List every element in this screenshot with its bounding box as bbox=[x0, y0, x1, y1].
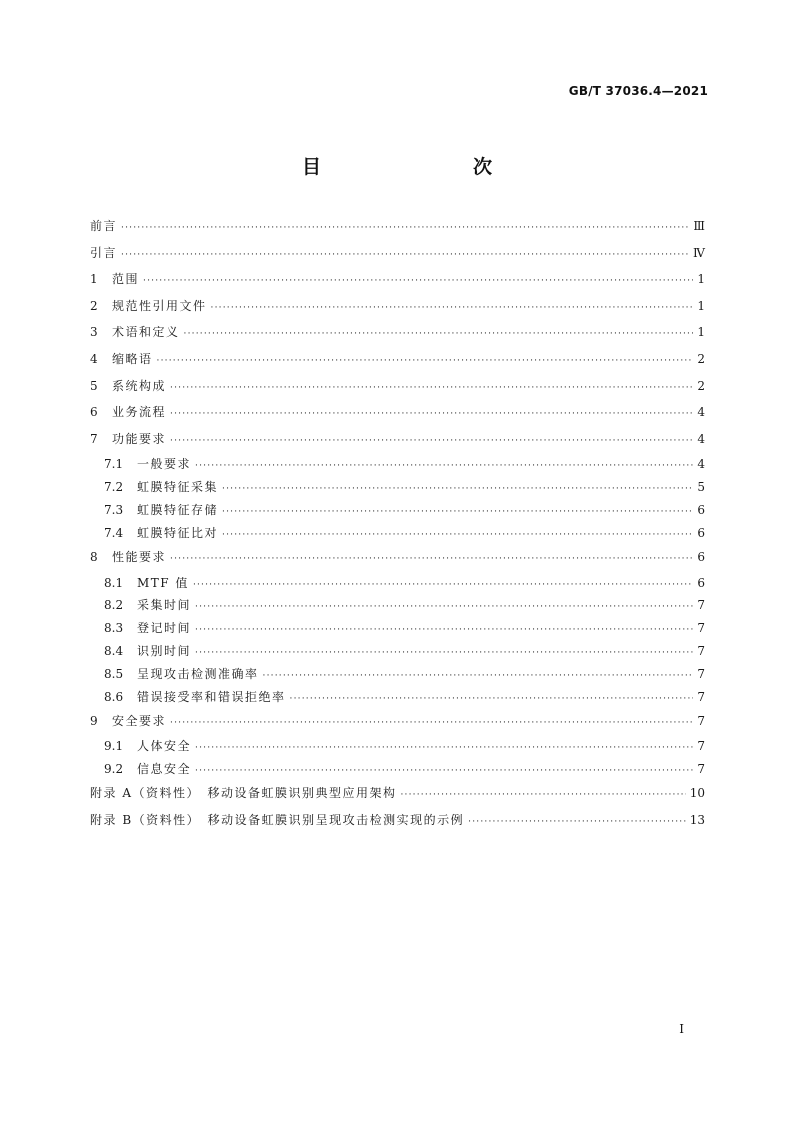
toc-entry-label: 引言 bbox=[90, 245, 118, 260]
toc-entry[interactable] bbox=[90, 574, 705, 595]
toc-leader-dots bbox=[170, 431, 693, 451]
toc-entry-label: 缩略语 bbox=[112, 351, 153, 366]
toc-entry[interactable] bbox=[90, 455, 705, 476]
toc-leader-dots bbox=[195, 739, 693, 758]
toc-leader-dots bbox=[211, 298, 693, 318]
toc-entry-page: 7 bbox=[697, 621, 705, 636]
toc-entry-number: 8.4 bbox=[104, 644, 124, 659]
page-title: 目 次 bbox=[301, 156, 530, 178]
toc-entry-number: 7 bbox=[90, 431, 98, 446]
toc-entry-page: 1 bbox=[697, 298, 705, 313]
toc-entry-number: 6 bbox=[90, 405, 98, 420]
toc-entry[interactable] bbox=[90, 243, 705, 265]
toc-leader-dots bbox=[157, 351, 693, 371]
toc-entry-label: 虹膜特征存储 bbox=[137, 503, 219, 518]
toc-leader-dots bbox=[121, 245, 689, 265]
toc-entry-page: 7 bbox=[697, 689, 705, 704]
toc-entry[interactable] bbox=[90, 349, 705, 371]
toc-entry-page: 6 bbox=[697, 503, 705, 518]
toc-entry-number: 5 bbox=[90, 378, 98, 393]
toc-entry[interactable] bbox=[90, 665, 705, 686]
toc-entry-number: 9.1 bbox=[104, 739, 124, 754]
toc-entry[interactable] bbox=[90, 810, 705, 832]
toc-entry[interactable] bbox=[90, 760, 705, 781]
toc-entry-label: 功能要求 bbox=[112, 431, 167, 446]
toc-leader-dots bbox=[170, 378, 693, 398]
toc-entry-page: 1 bbox=[697, 325, 705, 340]
toc-entry-page: 5 bbox=[697, 480, 705, 495]
toc-leader-dots bbox=[222, 503, 693, 522]
toc-entry-page: 4 bbox=[697, 431, 705, 446]
toc-entry-page: Ⅲ bbox=[693, 219, 705, 233]
toc-entry-number: 7.1 bbox=[104, 457, 124, 472]
toc-entry-label: 安全要求 bbox=[112, 713, 167, 728]
toc-entry-label: 业务流程 bbox=[112, 405, 167, 420]
toc-entry[interactable] bbox=[90, 619, 705, 640]
toc-leader-dots bbox=[193, 576, 693, 595]
toc-entry-page: 4 bbox=[697, 457, 705, 472]
toc-entry-number: 9.2 bbox=[104, 762, 124, 777]
toc-entry[interactable] bbox=[90, 642, 705, 663]
toc-entry-label: 错误接受率和错误拒绝率 bbox=[137, 689, 286, 704]
toc-entry-page: 2 bbox=[697, 378, 705, 393]
toc-entry-page: 7 bbox=[697, 667, 705, 682]
toc-entry[interactable] bbox=[90, 711, 705, 733]
toc-entry-label: 附录 B（资料性） 移动设备虹膜识别呈现攻击检测实现的示例 bbox=[90, 812, 465, 827]
toc-entry[interactable] bbox=[90, 596, 705, 617]
toc-leader-dots bbox=[195, 644, 693, 663]
toc-entry-page: 7 bbox=[697, 598, 705, 613]
toc-entry[interactable] bbox=[90, 501, 705, 522]
toc-entry[interactable] bbox=[90, 429, 705, 451]
toc-leader-dots bbox=[222, 526, 693, 545]
toc-entry-label: 一般要求 bbox=[137, 457, 192, 472]
toc-entry-page: 7 bbox=[697, 644, 705, 659]
toc-entry-number: 2 bbox=[90, 298, 98, 313]
toc-entry[interactable] bbox=[90, 376, 705, 398]
toc-entry-label: 性能要求 bbox=[112, 549, 167, 564]
toc-entry-page: 7 bbox=[697, 713, 705, 728]
toc-leader-dots bbox=[400, 785, 685, 805]
toc-leader-dots bbox=[195, 457, 693, 476]
toc-entry-label: 采集时间 bbox=[137, 598, 192, 613]
toc-entry-label: 系统构成 bbox=[112, 378, 167, 393]
toc-entry-label: 识别时间 bbox=[137, 644, 192, 659]
toc-leader-dots bbox=[143, 271, 693, 291]
toc-entry-label: 呈现攻击检测准确率 bbox=[137, 667, 259, 682]
toc-entry[interactable] bbox=[90, 688, 705, 709]
toc-entry-page: Ⅳ bbox=[693, 245, 705, 260]
toc-entry-number: 4 bbox=[90, 351, 98, 366]
toc-entry-page: 7 bbox=[697, 762, 705, 777]
toc-leader-dots bbox=[290, 690, 693, 709]
toc-entry-page: 6 bbox=[697, 549, 705, 564]
toc-entry[interactable] bbox=[90, 737, 705, 758]
toc-entry-label: 人体安全 bbox=[137, 739, 192, 754]
toc-entry-page: 13 bbox=[689, 812, 705, 827]
toc-entry-number: 8.5 bbox=[104, 667, 124, 682]
toc-entry[interactable] bbox=[90, 547, 705, 569]
toc-entry-label: 登记时间 bbox=[137, 621, 192, 636]
toc-entry-page: 2 bbox=[697, 351, 705, 366]
toc-entry-number: 8.6 bbox=[104, 689, 124, 704]
toc-entry-number: 9 bbox=[90, 713, 98, 728]
toc-entry[interactable] bbox=[90, 322, 705, 344]
toc-leader-dots bbox=[170, 549, 693, 569]
toc-leader-dots bbox=[195, 762, 693, 781]
toc-entry[interactable] bbox=[90, 524, 705, 545]
toc-entry-label: 范围 bbox=[112, 272, 140, 287]
toc-entry[interactable] bbox=[90, 402, 705, 424]
toc-entry-number: 7.3 bbox=[104, 503, 124, 518]
toc-entry-page: 10 bbox=[689, 786, 705, 801]
standard-number: GB/T 37036.4—2021 bbox=[568, 84, 708, 98]
toc-entry[interactable] bbox=[90, 478, 705, 499]
toc-entry-number: 8.2 bbox=[104, 598, 124, 613]
toc-leader-dots bbox=[263, 667, 693, 686]
toc-entry-label: MTF 值 bbox=[137, 575, 189, 590]
toc-entry[interactable] bbox=[90, 783, 705, 805]
toc-entry-label: 附录 A（资料性） 移动设备虹膜识别典型应用架构 bbox=[90, 786, 397, 801]
table-of-contents bbox=[90, 216, 705, 836]
toc-leader-dots bbox=[170, 404, 693, 424]
toc-entry-number: 8.1 bbox=[104, 575, 124, 590]
toc-entry-number: 8.3 bbox=[104, 621, 124, 636]
toc-entry[interactable] bbox=[90, 216, 705, 238]
toc-leader-dots bbox=[121, 218, 689, 238]
toc-entry-label: 虹膜特征比对 bbox=[137, 526, 219, 541]
toc-leader-dots bbox=[170, 713, 693, 733]
toc-entry-number: 1 bbox=[90, 272, 98, 287]
toc-leader-dots bbox=[468, 812, 686, 832]
toc-leader-dots bbox=[222, 480, 693, 499]
toc-entry-number: 7.2 bbox=[104, 480, 124, 495]
page-number: Ⅰ bbox=[679, 1022, 684, 1036]
toc-entry-label: 信息安全 bbox=[137, 762, 192, 777]
toc-entry[interactable] bbox=[90, 296, 705, 318]
toc-leader-dots bbox=[195, 598, 693, 617]
toc-entry-page: 4 bbox=[697, 405, 705, 420]
toc-leader-dots bbox=[184, 324, 693, 344]
toc-entry-label: 前言 bbox=[90, 219, 118, 233]
toc-entry-label: 虹膜特征采集 bbox=[137, 480, 219, 495]
toc-entry-page: 6 bbox=[697, 575, 705, 590]
toc-entry[interactable] bbox=[90, 269, 705, 291]
toc-leader-dots bbox=[195, 621, 693, 640]
toc-entry-label: 术语和定义 bbox=[112, 325, 180, 340]
toc-entry-page: 1 bbox=[697, 272, 705, 287]
toc-entry-page: 6 bbox=[697, 526, 705, 541]
toc-entry-number: 8 bbox=[90, 549, 98, 564]
toc-entry-number: 3 bbox=[90, 325, 98, 340]
toc-entry-number: 7.4 bbox=[104, 526, 124, 541]
toc-entry-label: 规范性引用文件 bbox=[112, 298, 207, 313]
toc-entry-page: 7 bbox=[697, 739, 705, 754]
